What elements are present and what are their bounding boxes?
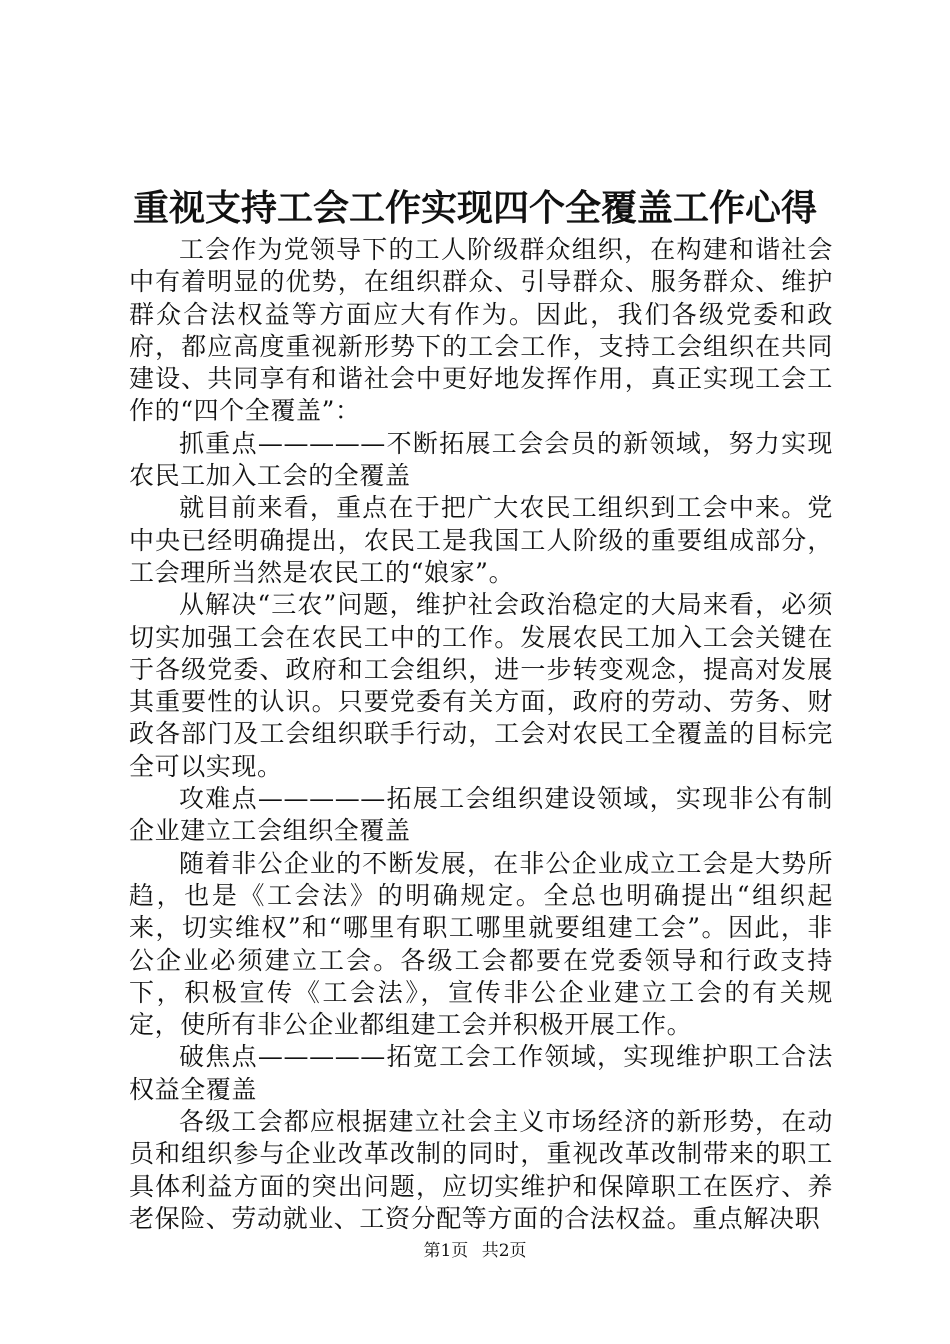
document-title: 重视支持工会工作实现四个全覆盖工作心得 [132,187,817,229]
paragraph: 从解决“三农”问题，维护社会政治稳定的大局来看，必须切实加强工会在农民工中的工作。发展农民工加入工会关键在于各级党委、政府和工会组织，进一步转变观念，提高对发展其重要性的认识。只要党委有关方面，政府的劳动、劳务、财政各部门及工会组织联手行动，工会对农民工全覆盖的目标完全可以实现。 [129,590,833,781]
paragraph: 就目前来看，重点在于把广大农民工组织到工会中来。党中央已经明确提出，农民工是我国工人阶级的重要组成部分，工会理所当然是农民工的“娘家”。 [129,493,833,587]
page-number: 第1页 [423,1241,469,1261]
paragraph: 随着非公企业的不断发展，在非公企业成立工会是大势所趋，也是《工会法》的明确规定。全总也明确提出“组织起来，切实维权”和“哪里有职工哪里就要组建工会”。因此，非公企业必须建立工会。各级工会都要在党委领导和行政支持下，积极宣传《工会法》，宣传非公企业建立工会的有关规定，使所有非公企业都组建工会并积极开展工作。 [129,848,833,1040]
page-footer [0,1239,950,1263]
paragraph-intro: 工会作为党领导下的工人阶级群众组织，在构建和谐社会中有着明显的优势，在组织群众、引导群众、服务群众、维护群众合法权益等方面应大有作为。因此，我们各级党委和政府，都应高度重视新形势下的工会工作，支持工会组织在共同建设、共同享有和谐社会中更好地发挥作用，真正实现工会工作的“四个全覆盖”： [129,235,833,426]
page-total: 共2页 [481,1241,527,1261]
document-body [129,234,833,1235]
section-heading-2: 攻难点—————拓展工会组织建设领域，实现非公有制企业建立工会组织全覆盖 [129,784,833,846]
section-heading-1: 抓重点—————不断拓展工会会员的新领域，努力实现农民工加入工会的全覆盖 [129,428,833,491]
section-heading-3: 破焦点—————拓宽工会工作领域，实现维护职工合法权益全覆盖 [129,1042,833,1104]
paragraph: 各级工会都应根据建立社会主义市场经济的新形势，在动员和组织参与企业改革改制的同时，重视改革改制带来的职工具体利益方面的突出问题，应切实维护和保障职工在医疗、养老保险、劳动就业、工资分配等方面的合法权益。重点解决职 [129,1107,833,1233]
